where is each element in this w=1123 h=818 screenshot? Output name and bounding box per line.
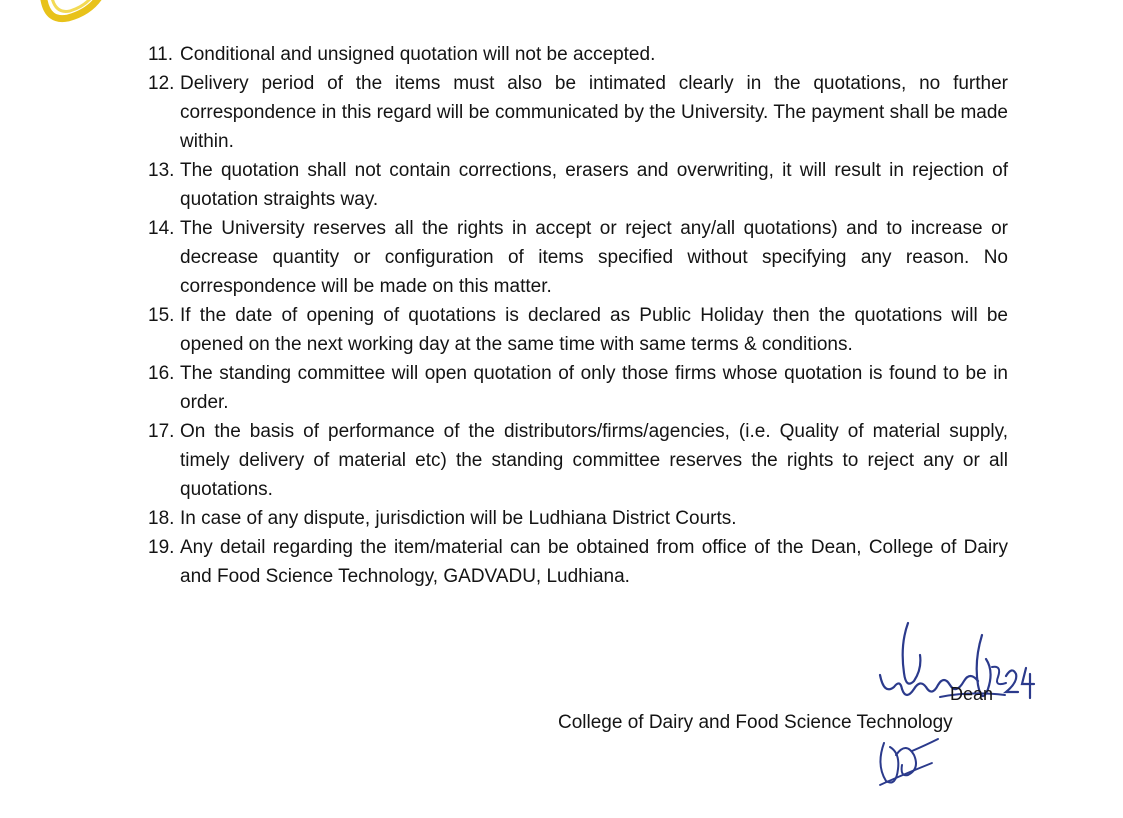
item-number: 15. xyxy=(148,305,175,326)
item-text: Conditional and unsigned quotation will not be accepted. xyxy=(180,44,656,65)
item-text: The quotation shall not contain corrections, erasers and overwriting, it will result in rejection of quotation straights way. xyxy=(180,160,1008,210)
signatory-title: Dean xyxy=(950,684,994,704)
list-item xyxy=(148,504,1008,533)
item-number: 12. xyxy=(148,73,175,94)
list-item xyxy=(148,214,1008,301)
item-number: 16. xyxy=(148,363,175,384)
list-item xyxy=(148,69,1008,156)
list-item xyxy=(148,156,1008,214)
item-text: Delivery period of the items must also be intimated clearly in the quotations, no further correspondence in this regard will be communicated by the University. The payment shall be made within. xyxy=(180,73,1008,152)
item-number: 11. xyxy=(148,44,174,65)
handwritten-initials xyxy=(872,725,942,790)
list-item xyxy=(148,301,1008,359)
item-text: On the basis of performance of the distributors/firms/agencies, (i.e. Quality of material supply, timely delivery of material etc) the standing committee reserves the rights to reject any or all quotations. xyxy=(180,421,1008,500)
list-item xyxy=(148,359,1008,417)
signatory-organization: College of Dairy and Food Science Technology xyxy=(558,712,953,733)
item-text: The standing committee will open quotation of only those firms whose quotation is found to be in order. xyxy=(180,363,1008,413)
item-number: 14. xyxy=(148,218,175,239)
item-number: 19. xyxy=(148,537,175,558)
list-item xyxy=(148,417,1008,504)
item-number: 18. xyxy=(148,508,175,529)
item-text: If the date of opening of quotations is declared as Public Holiday then the quotations will be opened on the next working day at the same time with same terms & conditions. xyxy=(180,305,1008,355)
item-text: Any detail regarding the item/material can be obtained from office of the Dean, College of Dairy and Food Science Technology, GADVADU, Ludhiana. xyxy=(180,537,1008,587)
item-text: In case of any dispute, jurisdiction will be Ludhiana District Courts. xyxy=(180,508,737,529)
list-item xyxy=(148,40,1008,69)
item-number: 17. xyxy=(148,421,175,442)
handwritten-date-mark xyxy=(1000,662,1040,702)
list-item xyxy=(148,533,1008,591)
terms-list xyxy=(148,40,1008,591)
paper-clip-icon xyxy=(38,0,108,32)
item-number: 13. xyxy=(148,160,175,181)
item-text: The University reserves all the rights in accept or reject any/all quotations) and to increase or decrease quantity or configuration of items specified without specifying any reason. No correspondence will be made on this matter. xyxy=(180,218,1008,297)
